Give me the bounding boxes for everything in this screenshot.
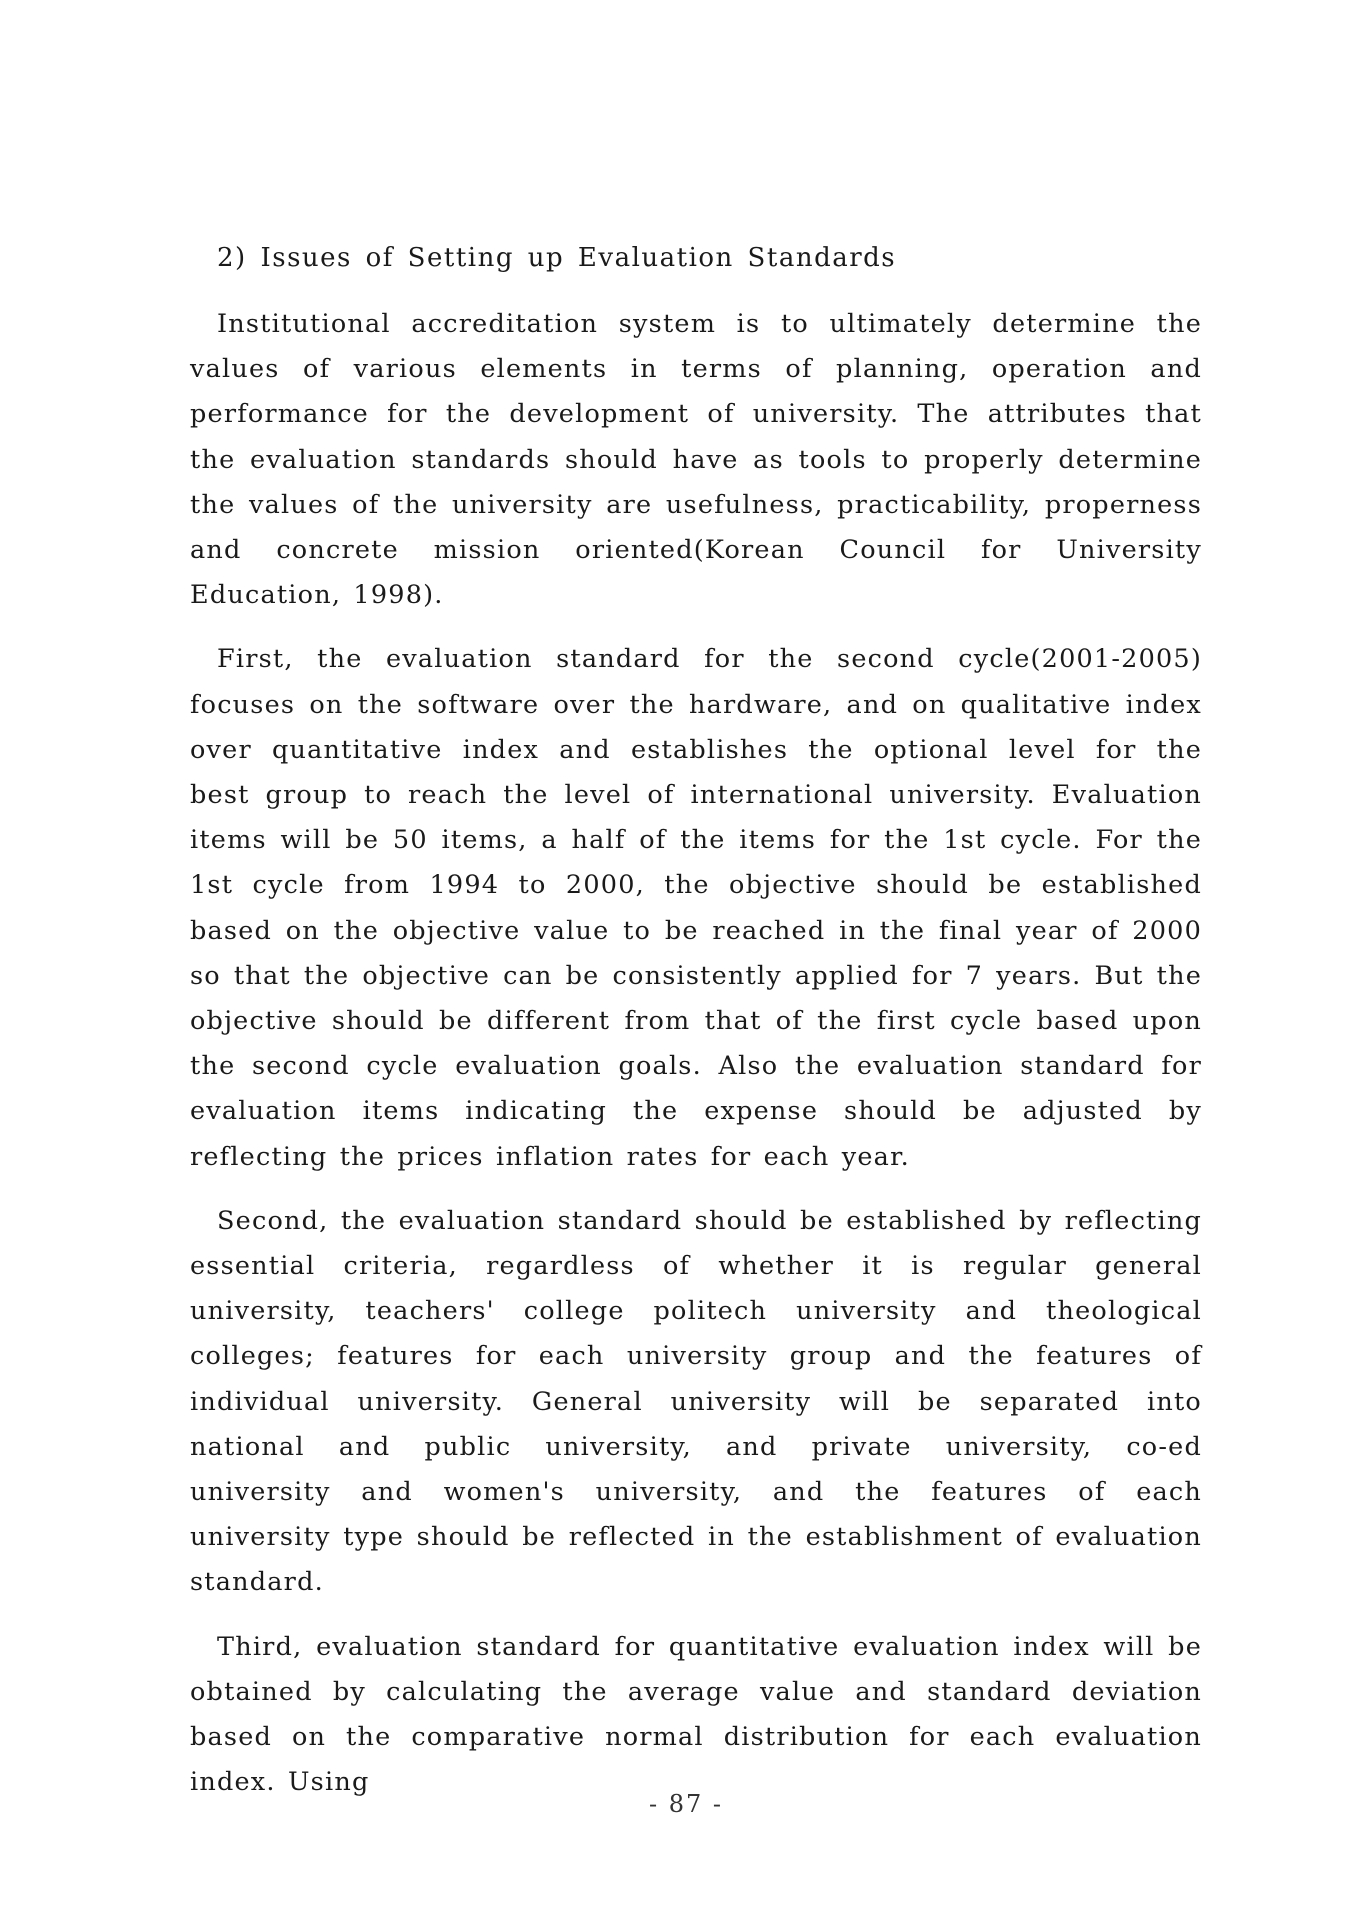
document-page xyxy=(190,236,1202,1825)
paragraph-first-standard: First, the evaluation standard for the second cycle(2001-2005) focuses on the software over the hardware, and on qualitative index over quantitative index and establishes the optional level for the best group to reach the level of international university. Evaluation items will be 50 items, a half of the items for the 1st cycle. For the 1st cycle from 1994 to 2000, the objective should be established based on the objective value to be reached in the final year of 2000 so that the objective can be consistently applied for 7 years. But the objective should be different from that of the first cycle based upon the second cycle evaluation goals. Also the evaluation standard for evaluation items indicating the expense should be adjusted by reflecting the prices inflation rates for each year. xyxy=(190,644,1202,1172)
paragraph-second-standard: Second, the evaluation standard should be established by reflecting essential criteria, regardless of whether it is regular general university, teachers' college politech university and theological colleges; features for each university group and the features of individual university. General university will be separated into national and public university, and private university, co-ed university and women's university, and the features of each university type should be reflected in the establishment of evaluation standard. xyxy=(190,1205,1202,1598)
section-heading: 2) Issues of Setting up Evaluation Standards xyxy=(217,243,897,273)
paragraph-third-standard: Third, evaluation standard for quantitative evaluation index will be obtained by calculating the average value and standard deviation based on the comparative normal distribution for each evaluation index. Using xyxy=(190,1631,1202,1798)
paragraph-accreditation-attributes: Institutional accreditation system is to ultimately determine the values of various elements in terms of planning, operation and performance for the development of university. The attributes that the evaluation standards should have as tools to properly determine the values of the university are usefulness, practicability, properness and concrete mission oriented(Korean Council for University Education, 1998). xyxy=(190,309,1202,611)
page-number: - 87 - xyxy=(648,1790,723,1818)
